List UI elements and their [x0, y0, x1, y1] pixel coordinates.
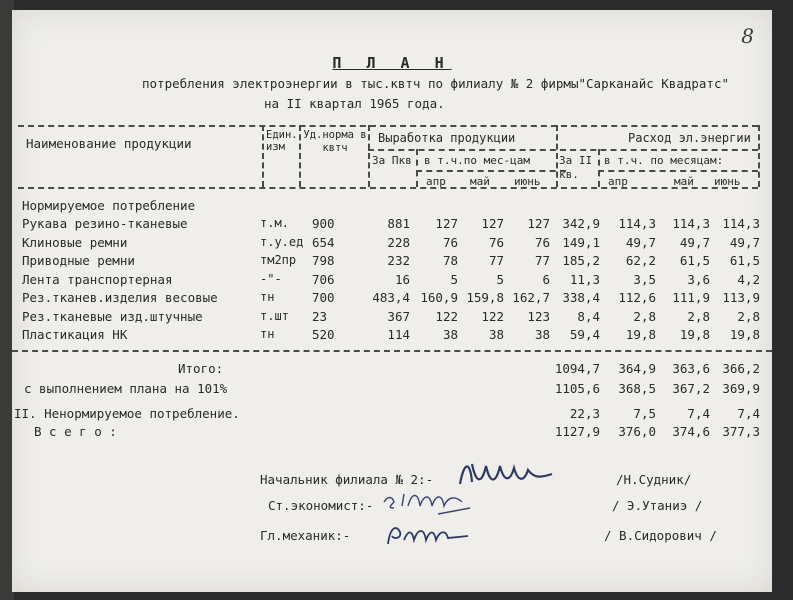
row-en-may: 19,8 — [679, 327, 710, 342]
signature-role-mechanic: Гл.механик:- — [260, 528, 351, 543]
row-unit: тн — [260, 327, 275, 341]
row-out-apr: 122 — [435, 308, 458, 324]
row-out-apr: 5 — [450, 271, 458, 287]
totals-plan-may: 367,2 — [672, 381, 710, 396]
totals-itogo-apr: 364,9 — [618, 361, 656, 376]
row-en-q: 338,4 — [562, 290, 600, 305]
row-out-apr: 127 — [435, 216, 458, 231]
row-out-q: 881 — [387, 216, 410, 231]
totals-plan-apr: 368,5 — [618, 381, 656, 396]
row-unit: т.у.ед — [260, 234, 304, 249]
signature-role-director: Начальник филиала № 2:- — [260, 472, 434, 487]
handwritten-signature-mechanic — [378, 514, 488, 554]
row-out-q: 228 — [387, 234, 410, 250]
row-norm: 798 — [312, 253, 335, 268]
col-divider-energy-months — [598, 149, 600, 187]
header-output: Выработка продукции — [378, 131, 516, 145]
totals-plan-q: 1105,6 — [554, 381, 600, 396]
document-title: П Л А Н — [332, 54, 452, 72]
totals-unnormed-jun: 7,4 — [737, 406, 760, 421]
row-en-may: 2,8 — [687, 308, 710, 324]
row-out-q: 483,4 — [372, 290, 410, 305]
row-norm: 654 — [312, 234, 335, 250]
row-en-q: 11,3 — [569, 271, 600, 287]
totals-grand-label: В с е г о : — [34, 424, 117, 439]
totals-unnormed-q: 22,3 — [569, 406, 600, 421]
row-out-may: 76 — [488, 234, 504, 250]
header-energy-total: За II кв. — [559, 154, 593, 181]
header-energy: Расход эл.энергии — [628, 131, 751, 145]
row-out-apr: 160,9 — [420, 290, 458, 305]
row-unit: тн — [260, 290, 275, 304]
col-divider-output — [368, 125, 370, 187]
totals-plan-label: с выполнением плана на 101% — [24, 381, 228, 396]
row-unit: -"- — [260, 271, 282, 286]
row-en-q: 149,1 — [562, 234, 600, 250]
row-en-apr: 112,6 — [618, 290, 656, 305]
document-subtitle: потребления электроэнергии в тыс.квтч по филиалу № 2 фирмы"Сарканайс Квадратс" — [142, 76, 729, 91]
totals-itogo-may: 363,6 — [672, 361, 710, 376]
row-out-may: 127 — [481, 216, 504, 231]
table-rule-sub — [368, 149, 758, 151]
row-out-jun: 76 — [534, 234, 550, 250]
row-product-name: Лента транспортерная — [22, 271, 173, 287]
row-out-jun: 127 — [527, 216, 550, 231]
totals-unnormed-apr: 7,5 — [633, 406, 656, 421]
row-en-apr: 49,7 — [625, 234, 656, 250]
row-norm: 23 — [312, 308, 328, 324]
row-out-jun: 38 — [534, 327, 550, 342]
header-output-apr: апр — [426, 175, 446, 188]
totals-grand-jun: 377,3 — [722, 424, 760, 439]
row-out-q: 16 — [394, 271, 410, 287]
document-period: на II квартал 1965 года. — [264, 96, 445, 111]
row-norm: 700 — [312, 290, 335, 305]
row-product-name: Пластикация НК — [22, 327, 128, 342]
header-norm: Уд.норма в квтч — [303, 129, 367, 154]
row-out-jun: 123 — [527, 308, 550, 324]
row-out-apr: 38 — [442, 327, 458, 342]
col-divider-energy — [556, 125, 558, 187]
row-out-may: 38 — [488, 327, 504, 342]
row-norm: 520 — [312, 327, 335, 342]
row-en-may: 111,9 — [672, 290, 710, 305]
row-out-q: 232 — [387, 253, 410, 268]
row-en-jun: 114,3 — [722, 216, 760, 231]
row-en-jun: 49,7 — [729, 234, 760, 250]
section-normed-heading: Нормируемое потребление — [22, 198, 196, 213]
totals-itogo-jun: 366,2 — [722, 361, 760, 376]
row-en-q: 342,9 — [562, 216, 600, 231]
row-out-may: 122 — [481, 308, 504, 324]
row-en-q: 59,4 — [569, 327, 600, 342]
row-out-jun: 77 — [534, 253, 550, 268]
row-unit: тм2пр — [260, 253, 297, 267]
totals-itogo-label: Итого: — [178, 361, 224, 376]
totals-plan-jun: 369,9 — [722, 381, 760, 396]
header-energy-apr: апр — [608, 175, 628, 188]
row-en-apr: 114,3 — [618, 216, 656, 231]
signature-name-economist: / Э.Утаниэ / — [612, 498, 703, 513]
header-energy-months: в т.ч. по месяцам: — [604, 154, 724, 167]
col-divider-right — [758, 125, 760, 187]
table-rule-months — [416, 170, 566, 172]
row-product-name: Рез.тканевые изд.штучные — [22, 308, 203, 324]
totals-rule — [12, 350, 772, 352]
row-product-name: Рукава резино-тканевые — [22, 216, 188, 231]
row-out-jun: 162,7 — [512, 290, 550, 305]
col-divider-output-months — [416, 149, 418, 187]
row-en-jun: 2,8 — [737, 308, 760, 324]
row-en-may: 49,7 — [679, 234, 710, 250]
table-rule-months-en — [598, 170, 758, 172]
row-en-apr: 3,5 — [633, 271, 656, 287]
row-product-name: Клиновые ремни — [22, 234, 128, 250]
header-energy-may: май — [674, 175, 694, 188]
row-out-q: 114 — [387, 327, 410, 342]
totals-itogo-q: 1094,7 — [554, 361, 600, 376]
row-en-may: 3,6 — [687, 271, 710, 287]
row-product-name: Рез.тканев.изделия весовые — [22, 290, 218, 305]
row-unit: т.шт — [260, 308, 289, 323]
row-en-jun: 4,2 — [737, 271, 760, 287]
header-output-jun: июнь — [514, 175, 541, 188]
header-energy-jun: июнь — [714, 175, 741, 188]
row-en-apr: 19,8 — [625, 327, 656, 342]
totals-unnormed-may: 7,4 — [687, 406, 710, 421]
signature-name-mechanic: / В.Сидорович / — [604, 528, 717, 543]
header-name: Наименование продукции — [26, 136, 192, 151]
row-out-may: 5 — [496, 271, 504, 287]
totals-grand-apr: 376,0 — [618, 424, 656, 439]
row-en-may: 114,3 — [672, 216, 710, 231]
header-output-total: За Пкв — [372, 154, 412, 167]
table-rule-top — [18, 125, 758, 127]
header-unit: Един. изм — [266, 129, 298, 153]
row-en-apr: 2,8 — [633, 308, 656, 324]
totals-unnormed-label: II. Ненормируемое потребление. — [14, 406, 240, 421]
row-norm: 706 — [312, 271, 335, 287]
row-en-q: 8,4 — [577, 308, 600, 324]
row-en-jun: 113,9 — [722, 290, 760, 305]
row-out-may: 77 — [488, 253, 504, 268]
col-divider-unit — [262, 125, 264, 187]
row-out-q: 367 — [387, 308, 410, 324]
col-divider-norm — [299, 125, 301, 187]
totals-grand-q: 1127,9 — [554, 424, 600, 439]
header-output-months: в т.ч.по мес-цам — [424, 154, 530, 167]
row-en-q: 185,2 — [562, 253, 600, 268]
row-en-jun: 19,8 — [729, 327, 760, 342]
row-out-jun: 6 — [542, 271, 550, 287]
row-out-apr: 78 — [442, 253, 458, 268]
signature-name-director: /Н.Судник/ — [616, 472, 692, 487]
signature-role-economist: Ст.экономист:- — [268, 498, 374, 513]
table-rule-header-bottom — [18, 187, 758, 189]
row-unit: т.м. — [260, 216, 289, 230]
row-out-may: 159,8 — [466, 290, 504, 305]
row-product-name: Приводные ремни — [22, 253, 135, 268]
row-norm: 900 — [312, 216, 335, 231]
row-out-apr: 76 — [442, 234, 458, 250]
document-page — [12, 10, 772, 592]
row-en-jun: 61,5 — [729, 253, 760, 268]
page-number: 8 — [741, 24, 754, 48]
header-output-may: май — [470, 175, 490, 188]
row-en-apr: 62,2 — [625, 253, 656, 268]
totals-grand-may: 374,6 — [672, 424, 710, 439]
row-en-may: 61,5 — [679, 253, 710, 268]
